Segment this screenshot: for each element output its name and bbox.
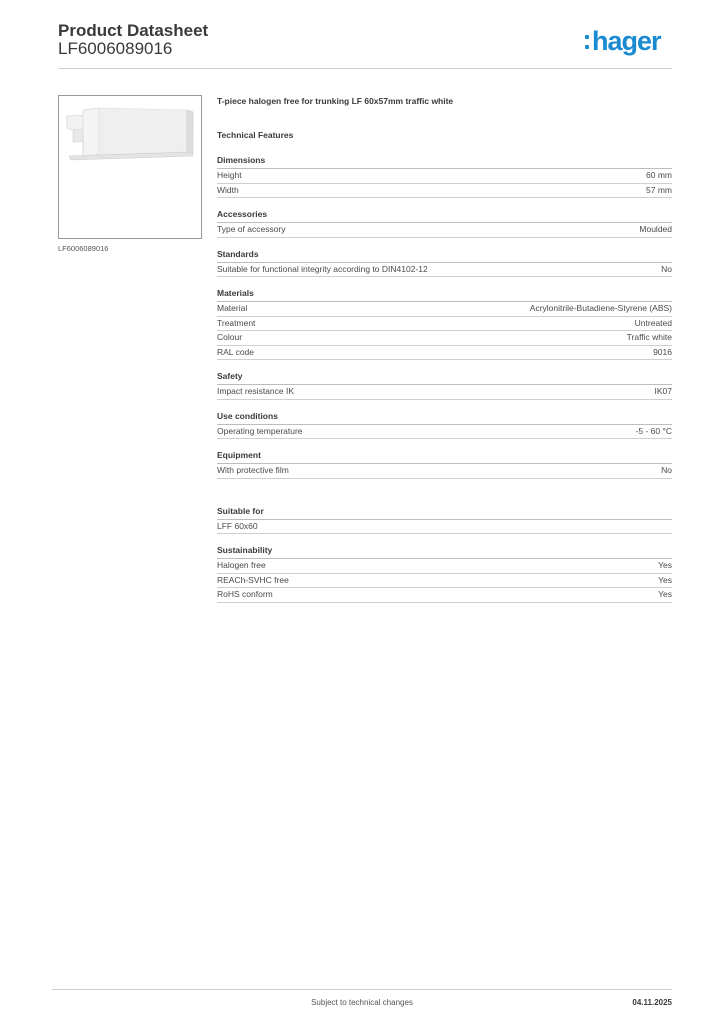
table-row bbox=[217, 169, 672, 184]
section-dimensions bbox=[217, 155, 672, 198]
technical-features-title: Technical Features bbox=[217, 130, 294, 140]
row-value: No bbox=[661, 263, 672, 274]
section-safety bbox=[217, 371, 672, 400]
section-standards bbox=[217, 249, 672, 278]
section-title: Use conditions bbox=[217, 411, 672, 425]
section-title: Equipment bbox=[217, 450, 672, 464]
section-title: Sustainability bbox=[217, 545, 672, 559]
section-accessories bbox=[217, 209, 672, 238]
table-row bbox=[217, 520, 672, 535]
table-row bbox=[217, 346, 672, 361]
product-details bbox=[217, 96, 672, 603]
row-value: Yes bbox=[658, 574, 672, 585]
trunking-tpiece-icon bbox=[59, 96, 201, 238]
row-label: RoHS conform bbox=[217, 589, 273, 599]
row-label: LFF 60x60 bbox=[217, 520, 258, 531]
row-value: Yes bbox=[658, 560, 672, 570]
table-row bbox=[217, 385, 672, 400]
row-value: 57 mm bbox=[646, 184, 672, 195]
section-use-conditions bbox=[217, 411, 672, 440]
section-sustainability bbox=[217, 545, 672, 603]
logo-text: hager bbox=[592, 26, 661, 56]
row-value: Moulded bbox=[639, 224, 672, 234]
table-row bbox=[217, 302, 672, 317]
product-description: T-piece halogen free for trunking LF 60x57mm traffic white bbox=[217, 96, 454, 106]
product-code: LF6006089016 bbox=[58, 39, 173, 58]
section-materials bbox=[217, 288, 672, 360]
row-label: Suitable for functional integrity according to DIN4102-12 bbox=[217, 263, 428, 274]
section-title: Standards bbox=[217, 249, 672, 263]
section-title: Accessories bbox=[217, 209, 672, 223]
row-label: Height bbox=[217, 170, 242, 180]
row-value: 9016 bbox=[653, 346, 672, 357]
table-row bbox=[217, 184, 672, 199]
row-label: Operating temperature bbox=[217, 425, 303, 436]
row-value: Yes bbox=[658, 589, 672, 599]
row-label: Colour bbox=[217, 332, 243, 342]
footer-date: 04.11.2025 bbox=[632, 998, 672, 1007]
section-title: Materials bbox=[217, 288, 672, 302]
row-label: Treatment bbox=[217, 317, 256, 328]
row-value: -5 - 60 °C bbox=[635, 425, 672, 436]
table-row bbox=[217, 464, 672, 479]
row-label: With protective film bbox=[217, 465, 289, 475]
section-title: Dimensions bbox=[217, 155, 672, 169]
section-suitable-for bbox=[217, 506, 672, 535]
section-title: Suitable for bbox=[217, 506, 672, 520]
row-label: Halogen free bbox=[217, 560, 266, 570]
row-value: Untreated bbox=[634, 317, 672, 328]
hager-logo bbox=[592, 28, 661, 55]
logo-dots-icon bbox=[585, 35, 590, 51]
row-label: Type of accessory bbox=[217, 224, 286, 234]
table-row bbox=[217, 425, 672, 440]
table-row bbox=[217, 263, 672, 278]
page-title: Product Datasheet bbox=[58, 21, 209, 40]
product-image bbox=[58, 95, 202, 239]
section-equipment bbox=[217, 450, 672, 479]
row-value: 60 mm bbox=[646, 170, 672, 180]
table-row bbox=[217, 331, 672, 346]
row-label: REACh-SVHC free bbox=[217, 574, 289, 585]
section-title: Safety bbox=[217, 371, 672, 385]
row-value: IK07 bbox=[654, 386, 672, 396]
row-label: RAL code bbox=[217, 346, 255, 357]
image-caption: LF6006089016 bbox=[58, 244, 109, 253]
header-divider bbox=[58, 68, 672, 69]
table-row bbox=[217, 559, 672, 574]
table-row bbox=[217, 574, 672, 589]
row-label: Width bbox=[217, 184, 239, 195]
row-label: Impact resistance IK bbox=[217, 386, 295, 396]
table-row bbox=[217, 588, 672, 603]
row-value: Acrylonitrile-Butadiene-Styrene (ABS) bbox=[529, 303, 672, 313]
table-row bbox=[217, 223, 672, 238]
row-value: Traffic white bbox=[626, 332, 672, 342]
row-value: No bbox=[661, 465, 672, 475]
row-label: Material bbox=[217, 303, 248, 313]
footer-divider bbox=[52, 989, 672, 990]
table-row bbox=[217, 317, 672, 332]
footer-note: Subject to technical changes bbox=[311, 998, 413, 1007]
